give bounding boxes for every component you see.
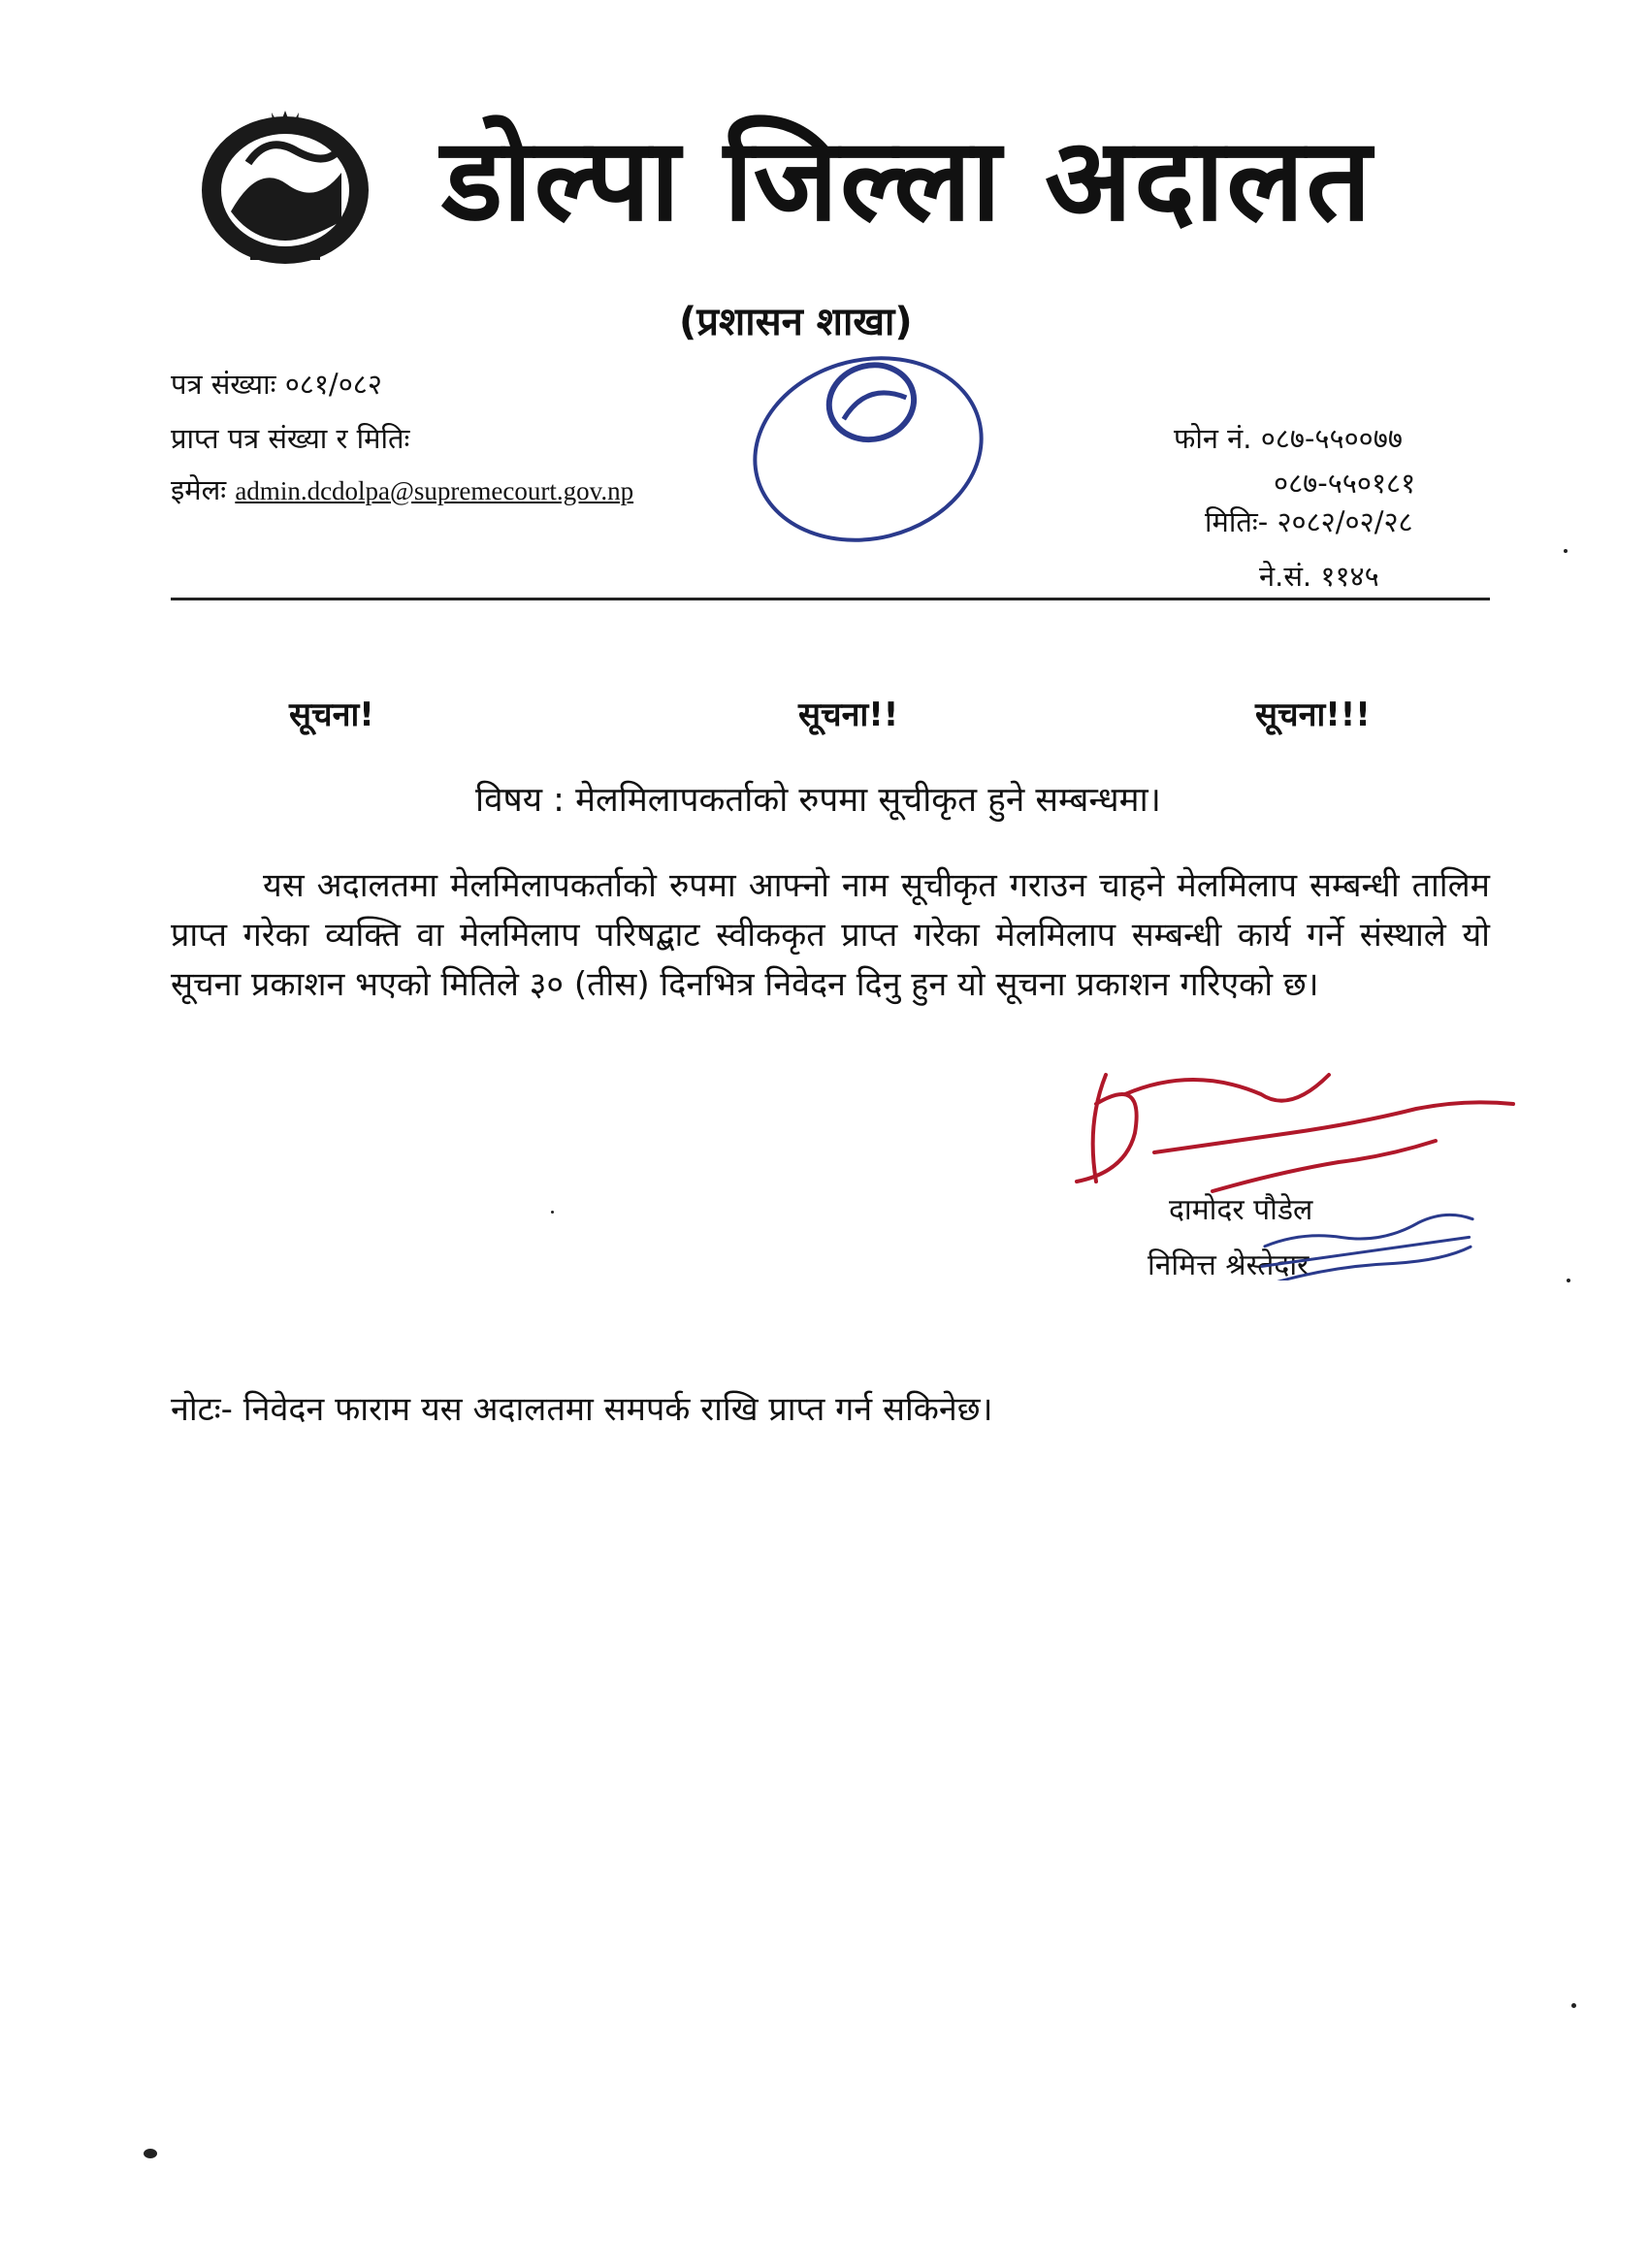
phone-number-2: ०८७-५५०१८१: [1274, 467, 1416, 500]
signatory-designation: निमित्त श्रेस्तेदार: [1148, 1248, 1310, 1282]
phone-label: फोन नं.: [1174, 422, 1252, 455]
scan-speck: [1567, 1279, 1570, 1282]
nepal-sambat-value: ११४५: [1320, 560, 1379, 593]
letter-number-line: [171, 365, 382, 403]
nepal-sambat-line: [1259, 557, 1379, 595]
court-title: डोल्पा जिल्ला अदालत: [441, 113, 1374, 246]
email-line: [171, 470, 633, 508]
header-divider: [171, 598, 1490, 600]
notice-heading-2: सूचना!!: [798, 696, 899, 734]
footnote-label: नोटः-: [171, 1390, 233, 1429]
scan-speck: [1564, 549, 1568, 553]
letter-number-label: पत्र संख्याः: [171, 368, 276, 401]
notice-body-text: यस अदालतमा मेलमिलापकर्ताको रुपमा आफ्नो नाम सूचीकृत गराउन चाहने मेलमिलाप सम्बन्धी तालिम प्राप्त गरेका व्यक्ति वा मेलमिलाप परिषद्बाट स्वीककृत प्राप्त गरेका मेलमिलाप सम्बन्धी कार्य गर्ने संस्थाले यो सूचना प्रकाशन भएको मितिले ३० (तीस) दिनभित्र निवेदन दिनु हुन यो सूचना प्रकाशन गरिएको छ।: [171, 866, 1490, 1004]
notice-body: [171, 861, 1490, 1010]
notice-heading-1: सूचना!: [289, 696, 374, 734]
email-link[interactable]: admin.dcdolpa@supremecourt.gov.np: [235, 476, 634, 505]
date-line: [1205, 502, 1413, 540]
footnote: [171, 1385, 992, 1430]
scan-speck: [551, 1211, 554, 1214]
designation-stamp: [1246, 1213, 1489, 1280]
date-value: २०८२/०२/२८: [1277, 505, 1413, 538]
subject-text: मेलमिलापकर्ताको रुपमा सूचीकृत हुने सम्बन्धमा।: [575, 781, 1161, 820]
notice-heading-3: सूचना!!!: [1255, 696, 1371, 734]
court-seal-stamp: [737, 344, 999, 553]
letter-number-value: ०८१/०८२: [284, 368, 382, 401]
subject-label: विषय :: [475, 781, 565, 820]
email-label: इमेलः: [171, 473, 227, 506]
scan-speck: [144, 2149, 157, 2158]
received-letter-label: प्राप्त पत्र संख्या र मितिः: [171, 422, 410, 455]
footnote-text: निवेदन फाराम यस अदालतमा समपर्क राखि प्राप्त गर्न सकिनेछ।: [242, 1390, 993, 1429]
nepal-sambat-label: ने.सं.: [1259, 560, 1312, 593]
nepal-emblem-icon: [190, 105, 380, 270]
date-label: मितिः-: [1205, 505, 1269, 538]
signatory-name: दामोदर पौडेल: [1169, 1193, 1313, 1227]
scan-speck: [1571, 2003, 1576, 2008]
phone-number-1: ०८७-५५००७७: [1260, 422, 1403, 455]
branch-name: (प्रशासन शाखा): [679, 300, 913, 344]
subject-line: [475, 776, 1161, 822]
phone-line: [1174, 419, 1403, 457]
